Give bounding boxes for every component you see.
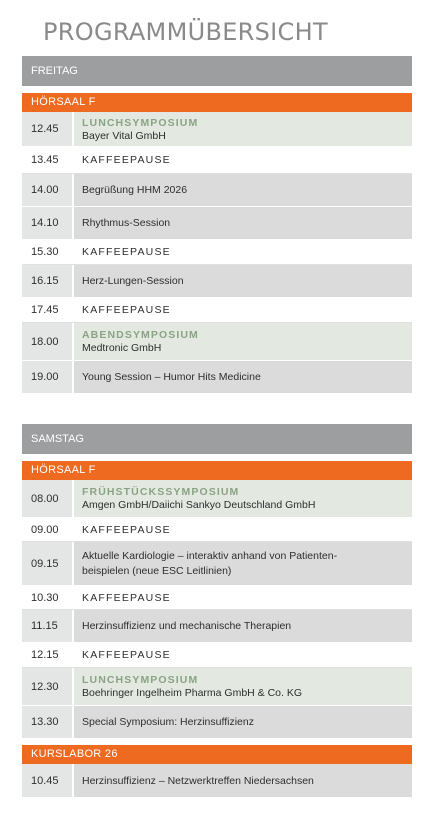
coffee-break-label: KAFFEEPAUSE bbox=[72, 147, 412, 173]
room-header-kurslabor: KURSLABOR 26 bbox=[22, 745, 412, 764]
row-time: 12.15 bbox=[22, 643, 72, 667]
schedule-row bbox=[22, 147, 412, 174]
session-title: Special Symposium: Herzinsuffizienz bbox=[72, 706, 412, 738]
row-time: 12.45 bbox=[22, 112, 72, 146]
row-time: 12.30 bbox=[22, 668, 72, 705]
coffee-break-label: KAFFEEPAUSE bbox=[72, 643, 412, 667]
symposium-heading: ABENDSYMPOSIUM bbox=[82, 329, 199, 341]
coffee-break-label: KAFFEEPAUSE bbox=[72, 240, 412, 264]
schedule-row bbox=[22, 112, 412, 147]
schedule-row bbox=[22, 668, 412, 706]
sponsor-name: Boehringer Ingelheim Pharma GmbH & Co. KG bbox=[82, 687, 303, 699]
row-content bbox=[72, 112, 412, 146]
schedule-row bbox=[22, 542, 412, 586]
friday-section bbox=[22, 56, 412, 394]
session-title: Herz-Lungen-Session bbox=[72, 265, 412, 297]
day-header-friday: FREITAG bbox=[22, 56, 412, 86]
day-header-saturday: SAMSTAG bbox=[22, 424, 412, 454]
row-time: 15.30 bbox=[22, 240, 72, 264]
schedule-row bbox=[22, 207, 412, 240]
coffee-break-label: KAFFEEPAUSE bbox=[72, 586, 412, 609]
session-title: Begrüßung HHM 2026 bbox=[72, 174, 412, 206]
schedule-row bbox=[22, 298, 412, 323]
schedule-row bbox=[22, 480, 412, 518]
sponsor-name: Medtronic GmbH bbox=[82, 342, 162, 354]
schedule-row bbox=[22, 706, 412, 739]
row-time: 09.00 bbox=[22, 518, 72, 541]
schedule-row bbox=[22, 265, 412, 298]
schedule-row bbox=[22, 610, 412, 643]
row-time: 11.15 bbox=[22, 610, 72, 642]
schedule-row bbox=[22, 764, 412, 798]
symposium-heading: LUNCHSYMPOSIUM bbox=[82, 674, 199, 686]
session-title: Herzinsuffizienz – Netzwerktreffen Niedersachsen bbox=[72, 764, 412, 797]
schedule-row bbox=[22, 361, 412, 394]
row-time: 14.10 bbox=[22, 207, 72, 239]
row-time: 10.45 bbox=[22, 764, 72, 797]
session-title: Young Session – Humor Hits Medicine bbox=[72, 361, 412, 393]
sponsor-name: Bayer Vital GmbH bbox=[82, 129, 166, 142]
schedule-row bbox=[22, 518, 412, 542]
symposium-heading: LUNCHSYMPOSIUM bbox=[82, 116, 199, 129]
schedule-row bbox=[22, 174, 412, 207]
coffee-break-label: KAFFEEPAUSE bbox=[72, 298, 412, 322]
row-time: 17.45 bbox=[22, 298, 72, 322]
sponsor-name: Amgen GmbH/Daiichi Sankyo Deutschland GmbH bbox=[82, 499, 316, 511]
room-header-saturday: HÖRSAAL F bbox=[22, 461, 412, 480]
row-time: 13.45 bbox=[22, 147, 72, 173]
row-content bbox=[72, 323, 412, 360]
room-header-friday: HÖRSAAL F bbox=[22, 93, 412, 112]
session-title: Rhythmus-Session bbox=[72, 207, 412, 239]
row-time: 08.00 bbox=[22, 480, 72, 517]
row-time: 10.30 bbox=[22, 586, 72, 609]
session-title: Aktuelle Kardiologie – interaktiv anhand von Patienten- beispielen (neue ESC Leitlinien) bbox=[72, 542, 412, 585]
symposium-heading: FRÜHSTÜCKSSYMPOSIUM bbox=[82, 486, 240, 498]
schedule-row bbox=[22, 586, 412, 610]
row-time: 13.30 bbox=[22, 706, 72, 738]
session-title: Herzinsuffizienz und mechanische Therapien bbox=[72, 610, 412, 642]
row-time: 09.15 bbox=[22, 542, 72, 585]
row-time: 16.15 bbox=[22, 265, 72, 297]
row-time: 14.00 bbox=[22, 174, 72, 206]
row-time: 19.00 bbox=[22, 361, 72, 393]
schedule-row bbox=[22, 323, 412, 361]
schedule-row bbox=[22, 643, 412, 668]
row-content bbox=[72, 480, 412, 517]
page-title: PROGRAMMÜBERSICHT bbox=[43, 18, 328, 46]
saturday-section bbox=[22, 424, 412, 798]
row-content bbox=[72, 668, 412, 705]
schedule-row bbox=[22, 240, 412, 265]
coffee-break-label: KAFFEEPAUSE bbox=[72, 518, 412, 541]
row-time: 18.00 bbox=[22, 323, 72, 360]
